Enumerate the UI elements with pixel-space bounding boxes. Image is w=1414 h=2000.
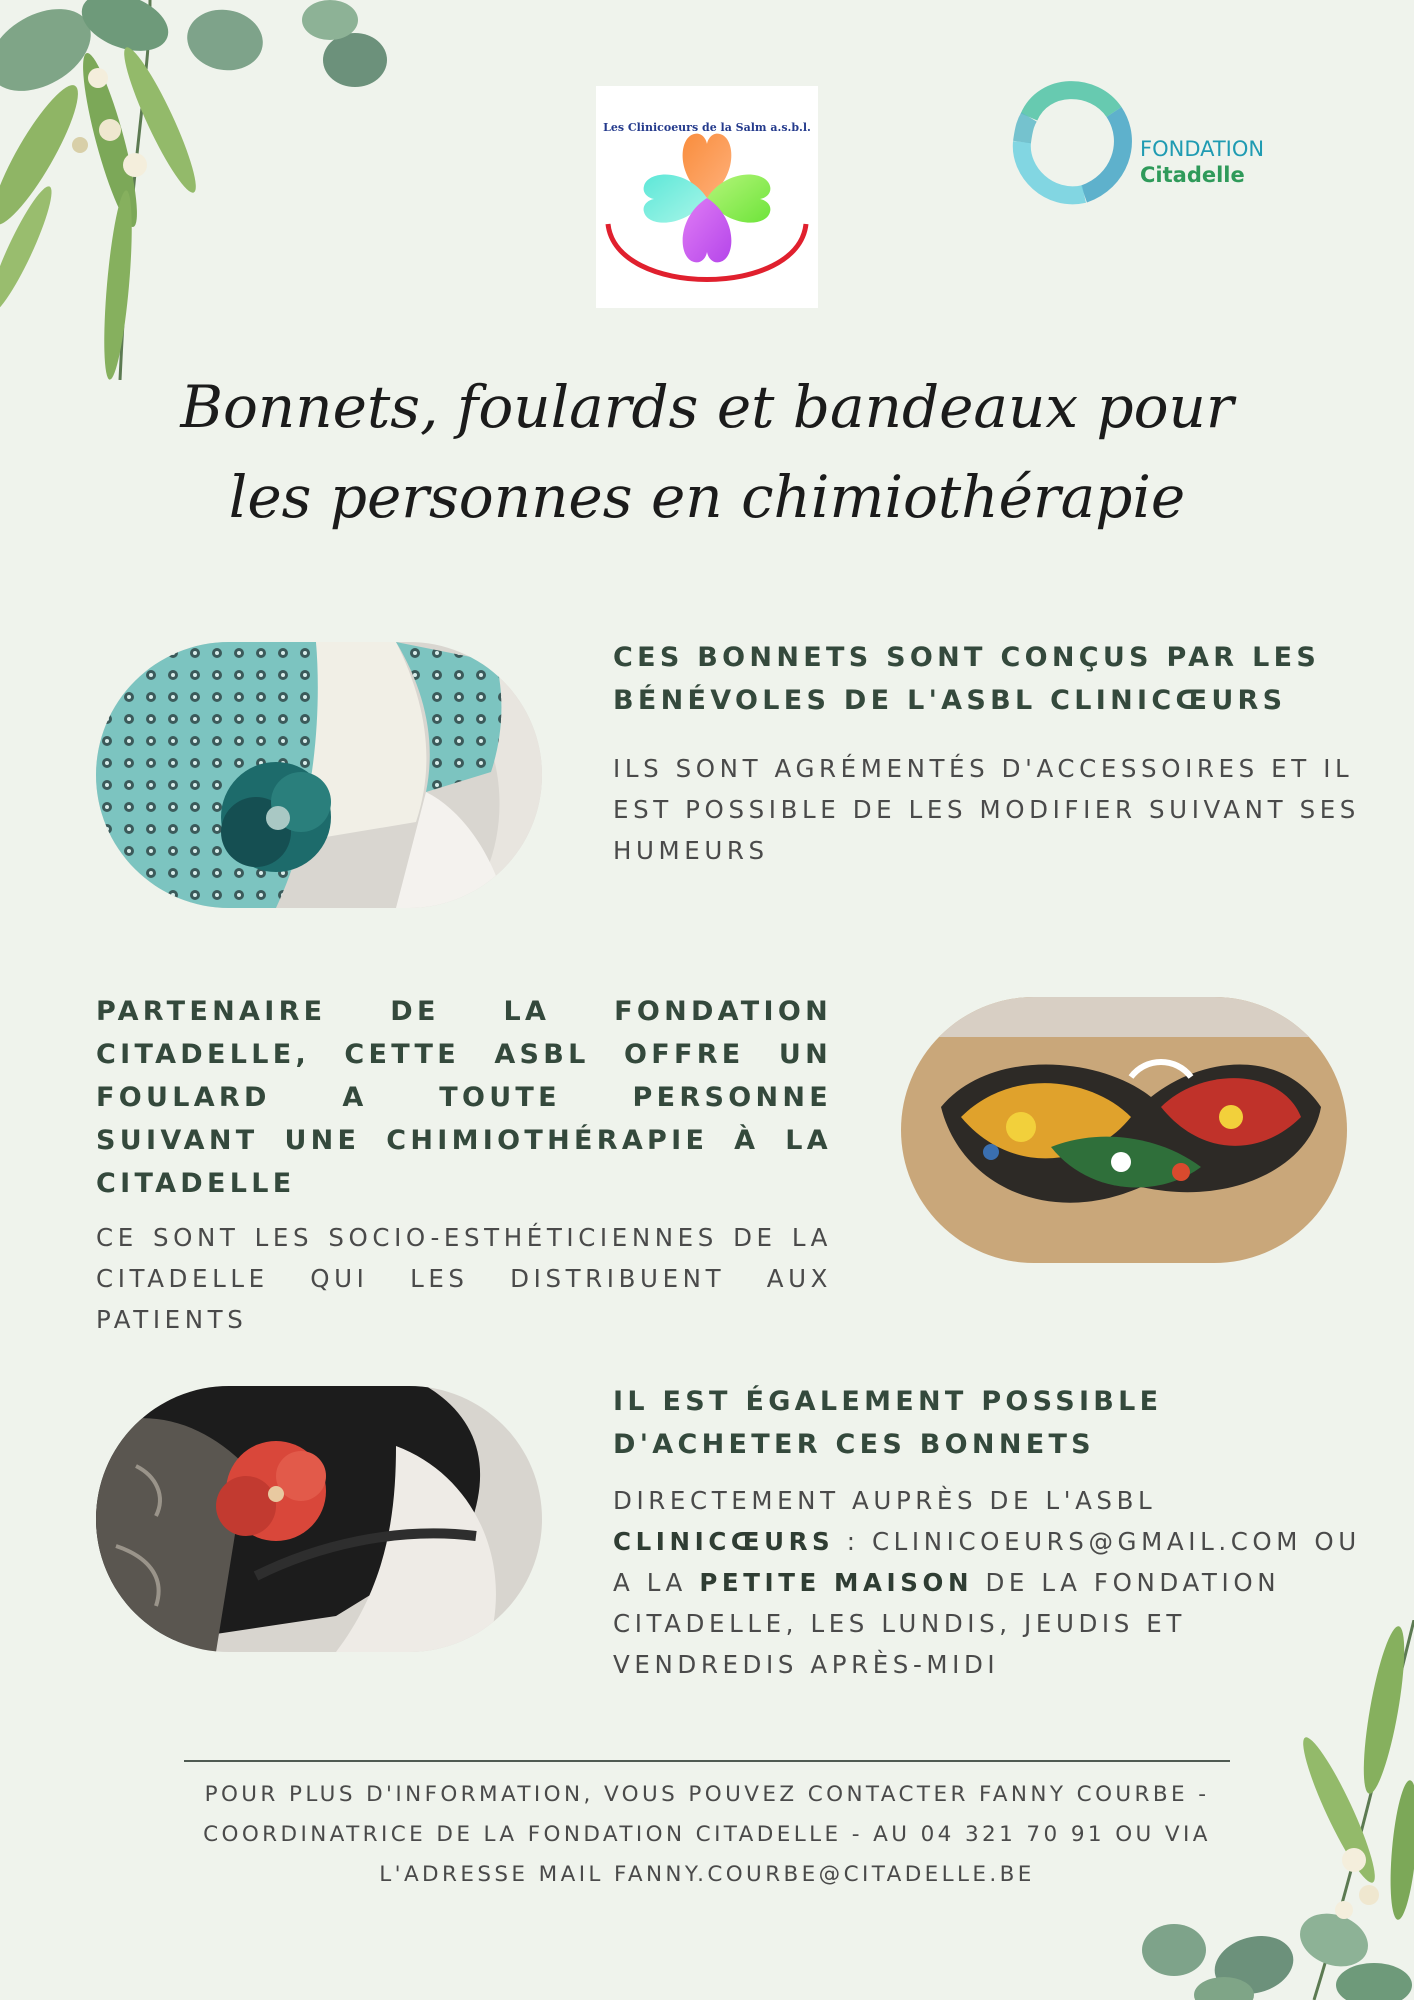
footer-divider — [184, 1760, 1230, 1762]
title-line-2: les personnes en chimiothérapie — [228, 463, 1186, 531]
clinicoeurs-logo-text: Les Clinicoeurs de la Salm a.s.b.l. — [603, 121, 811, 134]
section2-body: CE SONT LES SOCIO-ESTHÉTICIENNES DE LA CITADELLE QUI LES DISTRIBUENT AUX PATIENTS — [96, 1223, 832, 1334]
footer-line-2: COORDINATRICE DE LA FONDATION CITADELLE - AU 04 321 70 91 OU VIA — [203, 1822, 1211, 1847]
fondation-logo-line1: FONDATION — [1140, 137, 1265, 161]
scarf-photo-colorful — [901, 997, 1347, 1263]
fondation-logo-line2: Citadelle — [1140, 163, 1245, 187]
title-line-1: Bonnets, foulards et bandeaux pour — [180, 373, 1234, 441]
eucalyptus-decoration-top — [0, 0, 400, 380]
section3-bold-clinicoeurs: CLINICŒURS — [613, 1527, 835, 1556]
section1-heading: CES BONNETS SONT CONÇUS PAR LES BÉNÉVOLES DE L'ASBL CLINICŒURS — [613, 642, 1321, 716]
headband-photo-teal — [96, 642, 542, 908]
footer-line-1: POUR PLUS D'INFORMATION, VOUS POUVEZ CONTACTER FANNY COURBE - — [204, 1782, 1210, 1807]
section3-body-text-2: : CLINICOEURS@GMAIL.COM OU A LA — [613, 1527, 1361, 1597]
footer-line-3: L'ADRESSE MAIL FANNY.COURBE@CITADELLE.BE — [379, 1862, 1035, 1887]
section2-heading: PARTENAIRE DE LA FONDATION CITADELLE, CETTE ASBL OFFRE UN FOULARD A TOUTE PERSONNE SUIVANT UNE CHIMIOTHÉRAPIE À LA CITADELLE — [96, 996, 832, 1199]
clinicoeurs-logo — [596, 86, 818, 308]
section1-body: ILS SONT AGRÉMENTÉS D'ACCESSOIRES ET IL EST POSSIBLE DE LES MODIFIER SUIVANT SES HUMEURS — [613, 754, 1360, 865]
section-designers — [613, 636, 1373, 871]
hat-photo-red-flower — [96, 1386, 542, 1652]
section3-body-text-3: DE LA FONDATION CITADELLE, LES LUNDIS, JEUDIS ET VENDREDIS APRÈS-MIDI — [613, 1568, 1281, 1679]
section-partner — [96, 990, 832, 1340]
fondation-citadelle-logo — [1004, 72, 1304, 212]
eucalyptus-decoration-bottom — [1114, 1620, 1414, 2000]
section3-heading: IL EST ÉGALEMENT POSSIBLE D'ACHETER CES BONNETS — [613, 1386, 1163, 1460]
section3-body-text-1: DIRECTEMENT AUPRÈS DE L'ASBL — [613, 1486, 1157, 1515]
page-title — [107, 362, 1307, 542]
section3-bold-petite-maison: PETITE MAISON — [699, 1568, 974, 1597]
footer-contact — [150, 1775, 1264, 1895]
